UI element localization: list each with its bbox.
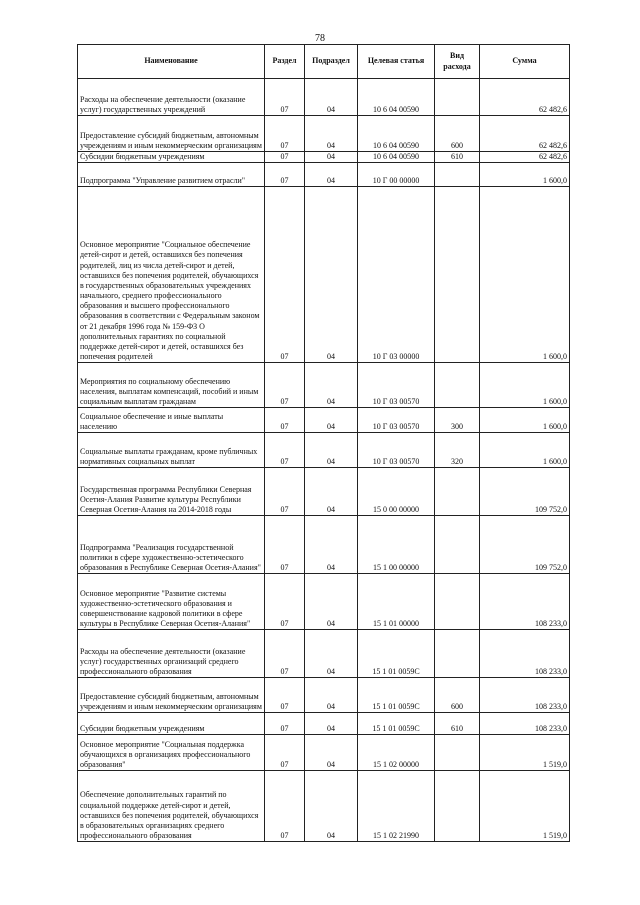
row-subsection: 04 xyxy=(305,363,358,408)
row-name: Субсидии бюджетным учреждениям xyxy=(78,152,265,163)
row-expense-type xyxy=(435,630,480,678)
row-expense-type xyxy=(435,163,480,187)
table-row xyxy=(78,187,570,363)
row-expense-type: 320 xyxy=(435,433,480,468)
row-target: 15 1 02 21990 xyxy=(358,771,435,842)
row-expense-type xyxy=(435,516,480,574)
row-expense-type: 300 xyxy=(435,408,480,433)
row-expense-type xyxy=(435,363,480,408)
row-amount: 1 519,0 xyxy=(480,735,570,771)
row-name: Подпрограмма "Управление развитием отрасли" xyxy=(78,163,265,187)
row-amount: 1 519,0 xyxy=(480,771,570,842)
row-subsection: 04 xyxy=(305,735,358,771)
header-section: Раздел xyxy=(265,45,305,79)
row-expense-type: 610 xyxy=(435,152,480,163)
row-amount: 62 482,6 xyxy=(480,152,570,163)
table-header-row xyxy=(78,45,570,79)
row-name: Субсидии бюджетным учреждениям xyxy=(78,713,265,735)
row-subsection: 04 xyxy=(305,187,358,363)
row-amount: 109 752,0 xyxy=(480,516,570,574)
table-row xyxy=(78,771,570,842)
row-target: 15 1 02 00000 xyxy=(358,735,435,771)
table-row xyxy=(78,408,570,433)
row-target: 10 Г 03 00570 xyxy=(358,408,435,433)
row-target: 15 1 01 0059С xyxy=(358,713,435,735)
table-row xyxy=(78,163,570,187)
table-row xyxy=(78,116,570,152)
row-section: 07 xyxy=(265,771,305,842)
row-target: 15 1 01 0059С xyxy=(358,630,435,678)
row-amount: 1 600,0 xyxy=(480,433,570,468)
row-subsection: 04 xyxy=(305,516,358,574)
row-section: 07 xyxy=(265,630,305,678)
table-row xyxy=(78,713,570,735)
header-expense-type: Вид расхода xyxy=(435,45,480,79)
row-expense-type: 600 xyxy=(435,116,480,152)
row-section: 07 xyxy=(265,574,305,630)
row-section: 07 xyxy=(265,152,305,163)
row-subsection: 04 xyxy=(305,468,358,516)
header-subsection: Подраздел xyxy=(305,45,358,79)
row-subsection: 04 xyxy=(305,574,358,630)
row-section: 07 xyxy=(265,713,305,735)
row-target: 10 Г 03 00570 xyxy=(358,363,435,408)
page-number: 78 xyxy=(315,33,325,44)
row-amount: 108 233,0 xyxy=(480,678,570,713)
row-section: 07 xyxy=(265,678,305,713)
row-expense-type xyxy=(435,79,480,116)
row-target: 15 1 01 0059С xyxy=(358,678,435,713)
row-subsection: 04 xyxy=(305,630,358,678)
row-amount: 1 600,0 xyxy=(480,363,570,408)
row-target: 10 6 04 00590 xyxy=(358,79,435,116)
table-row xyxy=(78,516,570,574)
row-name: Социальное обеспечение и иные выплаты населению xyxy=(78,408,265,433)
row-expense-type xyxy=(435,574,480,630)
row-target: 10 Г 03 00570 xyxy=(358,433,435,468)
row-target: 10 6 04 00590 xyxy=(358,152,435,163)
table-row xyxy=(78,678,570,713)
row-name: Предоставление субсидий бюджетным, автономным учреждениям и иным некоммерческим организациям xyxy=(78,116,265,152)
row-target: 15 0 00 00000 xyxy=(358,468,435,516)
row-section: 07 xyxy=(265,79,305,116)
header-amount: Сумма xyxy=(480,45,570,79)
row-name: Обеспечение дополнительных гарантий по социальной поддержке детей-сирот и детей, оставшихся без попечения родителей, обучающихся в образовательных организациях среднего профессионального образования xyxy=(78,771,265,842)
row-name: Предоставление субсидий бюджетным, автономным учреждениям и иным некоммерческим организациям xyxy=(78,678,265,713)
header-name: Наименование xyxy=(78,45,265,79)
row-target: 10 Г 03 00000 xyxy=(358,187,435,363)
row-expense-type xyxy=(435,187,480,363)
table-row xyxy=(78,574,570,630)
row-name: Основное мероприятие "Социальная поддержка обучающихся в организациях профессионального образования" xyxy=(78,735,265,771)
row-subsection: 04 xyxy=(305,771,358,842)
row-section: 07 xyxy=(265,516,305,574)
row-section: 07 xyxy=(265,468,305,516)
table-body xyxy=(78,79,570,842)
row-amount: 108 233,0 xyxy=(480,574,570,630)
row-section: 07 xyxy=(265,116,305,152)
row-expense-type xyxy=(435,735,480,771)
row-subsection: 04 xyxy=(305,433,358,468)
budget-table xyxy=(77,44,570,842)
row-subsection: 04 xyxy=(305,152,358,163)
table-row xyxy=(78,630,570,678)
table-row xyxy=(78,735,570,771)
row-subsection: 04 xyxy=(305,713,358,735)
row-target: 10 6 04 00590 xyxy=(358,116,435,152)
row-name: Основное мероприятие "Развитие системы художественно-эстетического образования и совершенствование кадровой политики в сфере культуры в Республике Северная Осетия-Алания" xyxy=(78,574,265,630)
row-amount: 62 482,6 xyxy=(480,116,570,152)
row-target: 10 Г 00 00000 xyxy=(358,163,435,187)
row-target: 15 1 01 00000 xyxy=(358,574,435,630)
row-name: Социальные выплаты гражданам, кроме публичных нормативных социальных выплат xyxy=(78,433,265,468)
row-subsection: 04 xyxy=(305,678,358,713)
row-section: 07 xyxy=(265,433,305,468)
row-subsection: 04 xyxy=(305,79,358,116)
row-target: 15 1 00 00000 xyxy=(358,516,435,574)
row-subsection: 04 xyxy=(305,408,358,433)
table-row xyxy=(78,152,570,163)
row-subsection: 04 xyxy=(305,163,358,187)
row-name: Расходы на обеспечение деятельности (оказание услуг) государственных учреждений xyxy=(78,79,265,116)
row-name: Мероприятия по социальному обеспечению населения, выплатам компенсаций, пособий и иным социальным выплатам гражданам xyxy=(78,363,265,408)
header-target: Целевая статья xyxy=(358,45,435,79)
row-amount: 108 233,0 xyxy=(480,630,570,678)
row-name: Государственная программа Республики Северная Осетия-Алания Развитие культуры Республики Северная Осетия-Алания на 2014-2018 годы xyxy=(78,468,265,516)
row-amount: 1 600,0 xyxy=(480,163,570,187)
table-row xyxy=(78,363,570,408)
table-row xyxy=(78,433,570,468)
row-expense-type: 610 xyxy=(435,713,480,735)
row-expense-type: 600 xyxy=(435,678,480,713)
row-section: 07 xyxy=(265,187,305,363)
row-expense-type xyxy=(435,771,480,842)
row-name: Расходы на обеспечение деятельности (оказание услуг) государственных организаций среднего профессионального образования xyxy=(78,630,265,678)
row-name: Основное мероприятие "Социальное обеспечение детей-сирот и детей, оставшихся без попечения родителей, лиц из числа детей-сирот и детей, оставшихся без попечения родителей, обучающихся в государственных образовательных учреждениях начального, среднего профессионального образования и высшего профессионального образования в соответствии с Федеральным законом от 21 декабря 1996 года № 159-ФЗ О дополнительных гарантиях по социальной поддержке детей-сирот и детей, оставшихся без попечения родителей xyxy=(78,187,265,363)
row-section: 07 xyxy=(265,163,305,187)
table-row xyxy=(78,79,570,116)
row-section: 07 xyxy=(265,735,305,771)
row-section: 07 xyxy=(265,408,305,433)
row-amount: 1 600,0 xyxy=(480,187,570,363)
row-expense-type xyxy=(435,468,480,516)
row-subsection: 04 xyxy=(305,116,358,152)
table-row xyxy=(78,468,570,516)
row-name: Подпрограмма "Реализация государственной политики в сфере художественно-эстетического образования в Республике Северная Осетия-Алания" xyxy=(78,516,265,574)
row-amount: 108 233,0 xyxy=(480,713,570,735)
row-amount: 62 482,6 xyxy=(480,79,570,116)
row-amount: 1 600,0 xyxy=(480,408,570,433)
row-section: 07 xyxy=(265,363,305,408)
row-amount: 109 752,0 xyxy=(480,468,570,516)
